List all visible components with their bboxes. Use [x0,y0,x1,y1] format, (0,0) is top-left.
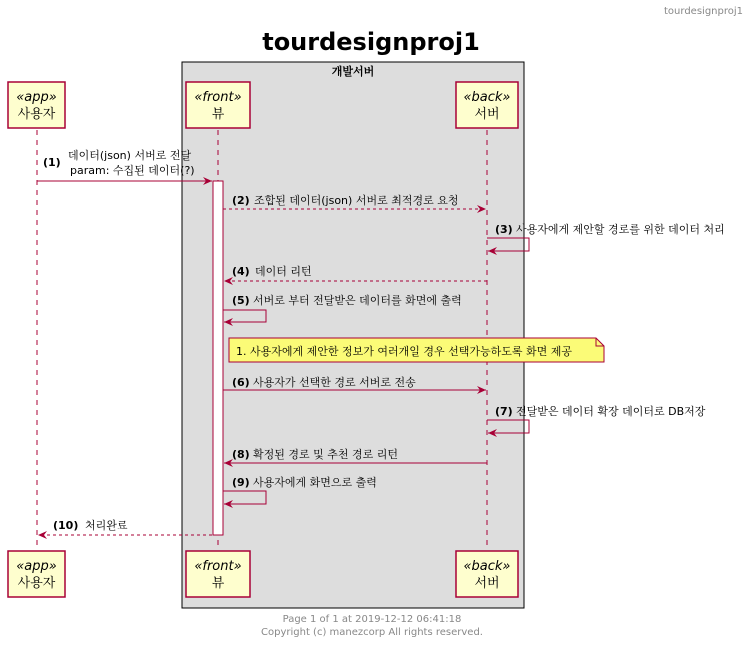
message-label: 조합된 데이터(json) 서버로 최적경로 요청 [254,194,459,207]
footer-copyright: Copyright (c) manezcorp All rights reserved. [261,627,483,638]
message-number: (5) [232,294,250,307]
message-number: (6) [232,376,250,389]
participant-stereotype: «front» [194,90,242,105]
message-label: 확정된 경로 및 추천 경로 리턴 [253,448,398,461]
message-number: (7) [495,405,513,418]
server-group-box [182,62,524,608]
participant-name: 서버 [474,576,500,591]
message-label: 데이터(json) 서버로 전달 [68,149,192,162]
participant-back-bottom [456,551,518,597]
message-label: param: 수집된 데이터(?) [70,164,195,177]
participant-stereotype: «back» [463,90,511,105]
message-2 [223,193,486,209]
note-text: 1. 사용자에게 제안한 정보가 여러개일 경우 선택가능하도록 화면 제공 [236,345,572,358]
participant-name: 사용자 [17,107,56,122]
participant-stereotype: «back» [463,559,511,574]
message-label: 처리완료 [85,519,128,532]
participant-name: 서버 [474,107,500,122]
participant-stereotype: «front» [194,559,242,574]
participant-name: 뷰 [211,107,225,122]
note [229,338,604,362]
message-label: 사용자에게 화면으로 출력 [253,476,377,489]
diagram-title: tourdesignproj1 [262,28,480,56]
footer-page-info: Page 1 of 1 at 2019-12-12 06:41:18 [282,614,462,625]
activation-bar-front [213,181,223,535]
participant-stereotype: «app» [16,90,57,105]
message-1 [37,148,212,181]
participant-app-bottom [8,551,65,597]
message-label: 데이터 리턴 [255,265,312,278]
message-number: (10) [53,519,79,532]
message-number: (9) [232,476,250,489]
header-label: tourdesignproj1 [664,6,743,17]
participant-stereotype: «app» [16,559,57,574]
message-number: (8) [232,448,250,461]
message-number: (2) [232,194,250,207]
server-group-title: 개발서버 [331,65,375,78]
participant-name: 사용자 [17,576,56,591]
message-number: (1) [43,156,61,169]
message-label: 서버로 부터 전달받은 데이터를 화면에 출력 [253,294,462,307]
participant-app-top [8,82,65,128]
message-label: 사용자에게 제안할 경로를 위한 데이터 처리 [516,223,725,236]
message-label: 전달받은 데이터 확장 데이터로 DB저장 [516,405,706,418]
message-label: 사용자가 선택한 경로 서버로 전송 [253,376,416,389]
participant-back-top [456,82,518,128]
participant-name: 뷰 [211,576,225,591]
participant-front-bottom [186,551,250,597]
message-number: (4) [232,265,250,278]
participant-front-top [186,82,250,128]
message-number: (3) [495,223,513,236]
